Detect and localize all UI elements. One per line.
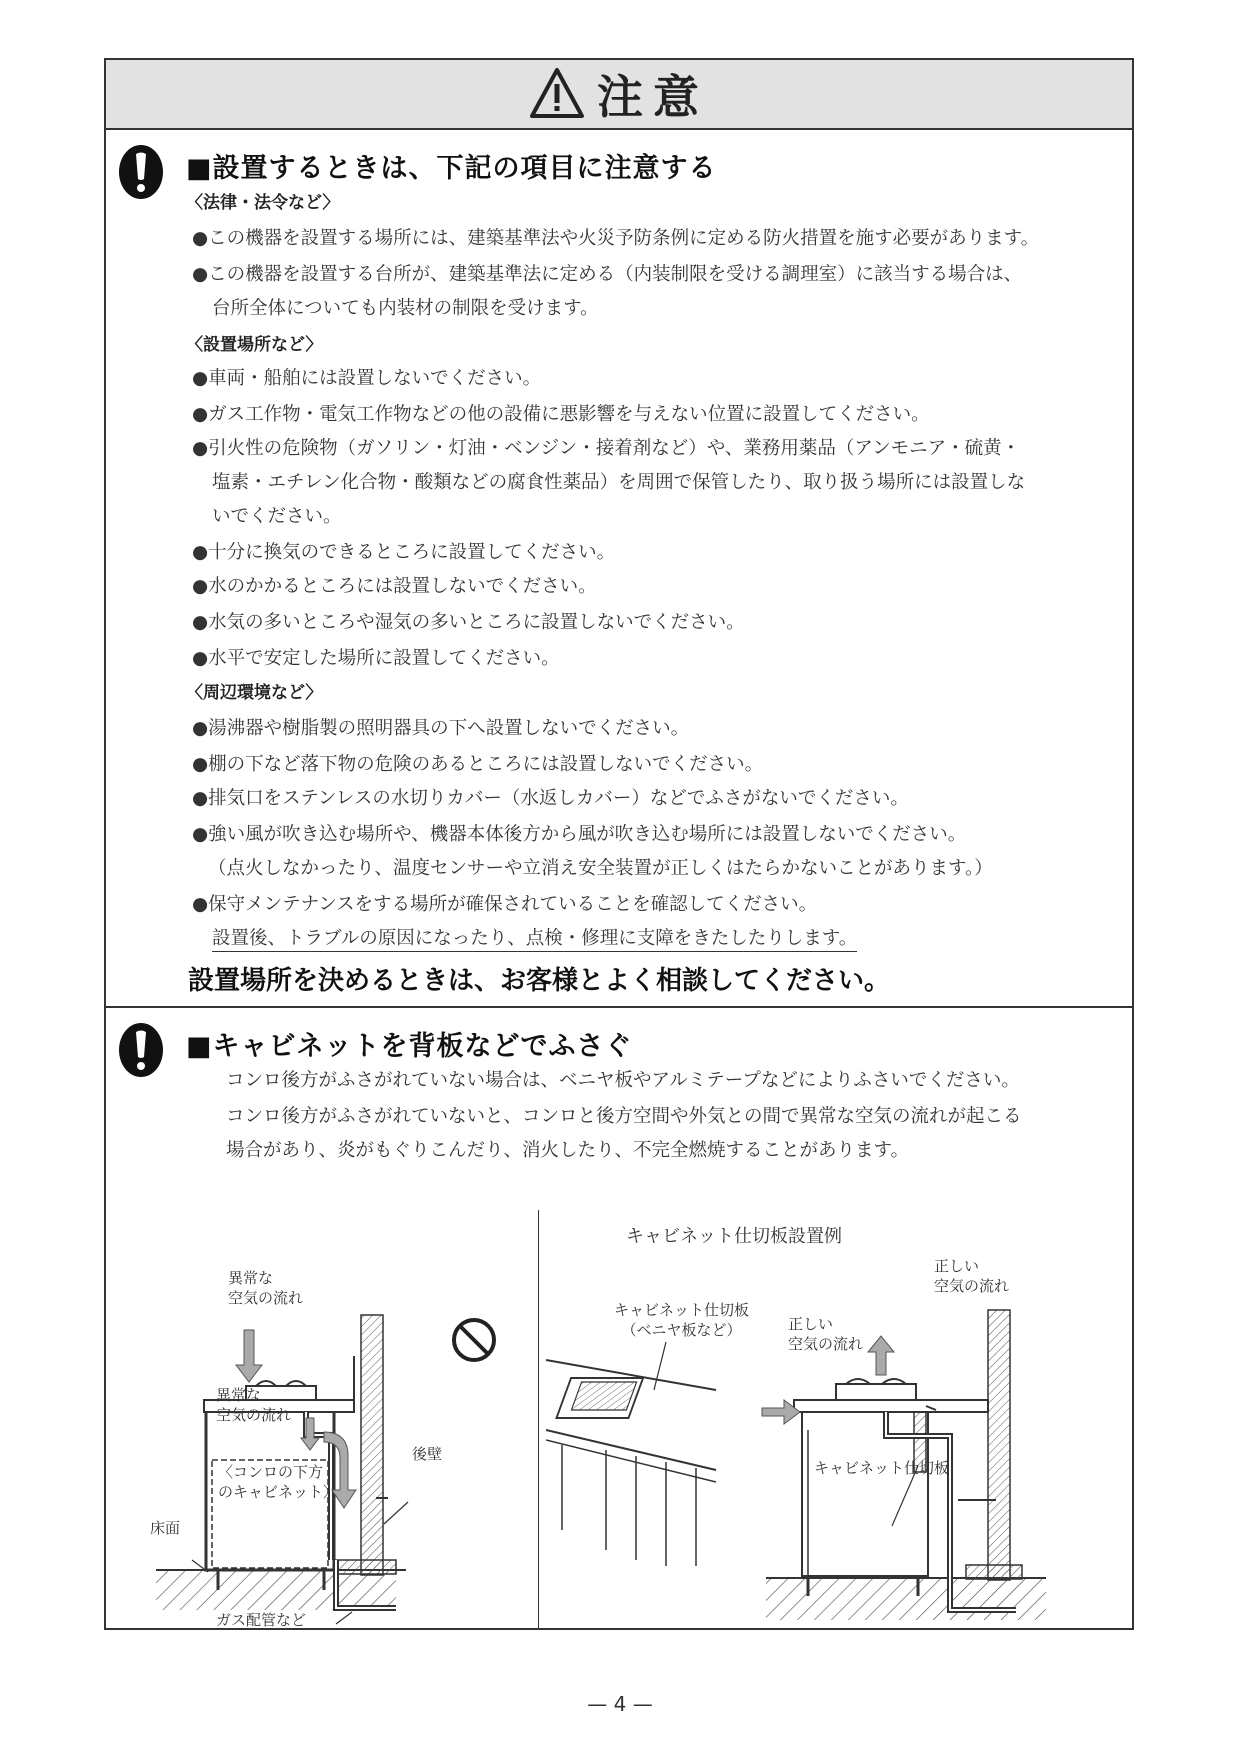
caution-banner [106, 60, 1132, 130]
warning-triangle-icon [529, 66, 585, 122]
installation-notes-section [106, 130, 1132, 1008]
list-item: ●湯沸器や樹脂製の照明器具の下へ設置しないでください。 [192, 718, 690, 739]
list-item-continued: 台所全体についても内装材の制限を受けます。 [212, 298, 599, 319]
page-number: — 4 — [587, 1692, 653, 1716]
list-item: ●この機器を設置する台所が、建築基準法に定める（内装制限を受ける調理室）に該当する場合は、 [192, 264, 1023, 285]
rear-wall-label: 後壁 [412, 1445, 443, 1463]
list-item: ●この機器を設置する場所には、建築基準法や火災予防条例に定める防火措置を施す必要があります。 [192, 228, 1040, 249]
body-text-line: コンロ後方がふさがれていない場合は、ベニヤ板やアルミテープなどによりふさいでください。 [226, 1070, 1020, 1091]
abnormal-flow-label: 異常な 空気の流れ [228, 1269, 304, 1307]
partition-board-label: キャビネット仕切板 [814, 1459, 950, 1477]
banner-title: 注意 [597, 70, 709, 124]
list-item: ●十分に換気のできるところに設置してください。 [192, 542, 616, 563]
list-item: ●強い風が吹き込む場所や、機器本体後方から風が吹き込む場所には設置しないでください。 [192, 824, 967, 845]
cabinet-label: 〈コンロの下方 のキャビネット〉 [218, 1463, 339, 1501]
list-item: ●保守メンテナンスをする場所が確保されていることを確認してください。 [192, 894, 818, 915]
body-text-line: コンロ後方がふさがれていないと、コンロと後方空間や外気との間で異常な空気の流れが起こる [226, 1106, 1022, 1127]
list-item: ●水のかかるところには設置しないでください。 [192, 576, 597, 597]
list-item: ●ガス工作物・電気工作物などの他の設備に悪影響を与えない位置に設置してください。 [192, 404, 930, 425]
section2-heading: ■キャビネットを背板などでふさぐ [186, 1031, 633, 1062]
list-item: ●水平で安定した場所に設置してください。 [192, 648, 560, 669]
body-text-line: 場合があり、炎がもぐりこんだり、消火したり、不完全燃焼することがあります。 [226, 1140, 910, 1161]
group-label-environment: 〈周辺環境など〉 [186, 683, 323, 703]
caution-frame [104, 58, 1134, 1630]
exclamation-icon [118, 1022, 164, 1078]
correct-flow-label: 正しい 空気の流れ [788, 1315, 864, 1353]
abnormal-flow-label: 異常な 空気の流れ [216, 1386, 292, 1424]
list-item: ●棚の下など落下物の危険のあるところには設置しないでください。 [192, 754, 764, 775]
group-label-location: 〈設置場所など〉 [186, 335, 323, 355]
diagram-caption: キャビネット仕切板設置例 [626, 1226, 842, 1247]
exclamation-icon [118, 144, 164, 200]
gas-pipe-label: ガス配管など [216, 1611, 307, 1629]
correct-flow-label: 正しい 空気の流れ [934, 1257, 1010, 1295]
list-item: ●水気の多いところや湿気の多いところに設置しないでください。 [192, 612, 745, 633]
list-item: ●引火性の危険物（ガソリン・灯油・ベンジン・接着剤など）や、業務用薬品（アンモニア・硫黄・ [192, 438, 1021, 459]
list-item-note: （点火しなかったり、温度センサーや立消え安全装置が正しくはたらかないことがあります。） [208, 858, 993, 879]
list-item-continued: 塩素・エチレン化合物・酸類などの腐食性薬品）を周囲で保管したり、取り扱う場所には設置しな [212, 472, 1026, 493]
summary-text: 設置場所を決めるときは、お客様とよく相談してください。 [188, 966, 891, 996]
section1-heading: ■設置するときは、下記の項目に注意する [186, 153, 717, 184]
incorrect-airflow-diagram [156, 1260, 526, 1640]
group-label-law: 〈法律・法令など〉 [186, 193, 340, 213]
partition-label: キャビネット仕切板 （ベニヤ板など） [614, 1301, 750, 1339]
list-item: ●車両・船舶には設置しないでください。 [192, 368, 542, 389]
diagram-divider [538, 1210, 539, 1630]
list-item-underlined: 設置後、トラブルの原因になったり、点検・修理に支障をきたしたりします。 [212, 928, 857, 952]
list-item-continued: いでください。 [212, 506, 342, 527]
list-item: ●排気口をステンレスの水切りカバー（水返しカバー）などでふさがないでください。 [192, 788, 909, 809]
floor-label: 床面 [150, 1519, 181, 1537]
